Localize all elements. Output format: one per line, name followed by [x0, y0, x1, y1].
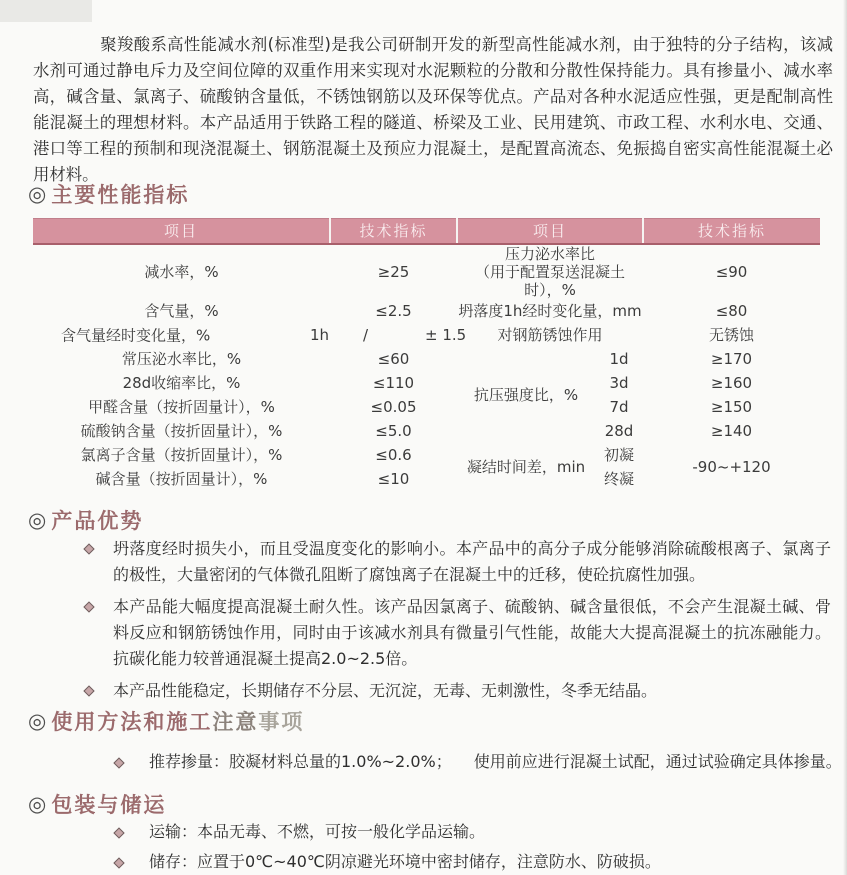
advantage-text-2: 本产品能大幅度提高混凝土耐久性。该产品因氯离子、硫酸钠、碱含量很低，不会产生混凝土碱、骨料反应和钢筋锈蚀作用，同时由于该减水剂具有微量引气性能，故能大大提高混凝土的抗冻融能力。抗碳化能力较普通混凝土提高2.0~2.5倍。 [113, 597, 831, 668]
section-title-usage [51, 706, 304, 736]
diamond-bullet-icon [83, 601, 94, 612]
double-circle-marker-icon: ◎ [28, 508, 47, 532]
age-28d: 28d [604, 421, 634, 440]
value-sodium-sulfate: ≤5.0 [375, 421, 412, 440]
section-title-packaging: 包装与储运 [51, 793, 167, 817]
value-air-content: ≤2.5 [375, 301, 412, 320]
item-chloride: 氯离子含量（按折固量计），% [80, 446, 283, 464]
usage-dosage-text: 推荐掺量：胶凝材料总量的1.0%~2.0%； [149, 752, 452, 771]
performance-table [33, 218, 820, 491]
section-title-performance: 主要性能指标 [51, 183, 190, 207]
diamond-bullet-icon [113, 857, 124, 868]
usage-note-text: 使用前应进行混凝土试配，通过试验确定具体掺量。 [473, 752, 842, 771]
scan-edge-shadow [843, 0, 847, 875]
value-strength-7d: ≥150 [710, 397, 753, 416]
list-item [85, 594, 831, 672]
section-heading-performance [28, 179, 189, 209]
diamond-bullet-icon [83, 685, 94, 696]
item-bleeding-ratio: 常压泌水率比，% [121, 350, 242, 368]
packaging-list [115, 820, 661, 875]
advantages-list [85, 536, 831, 710]
col-header-item-right: 项目 [457, 219, 643, 244]
item-steel-corrosion: 对钢筋锈蚀作用 [497, 326, 603, 344]
double-circle-marker-icon: ◎ [28, 792, 47, 816]
value-alkali: ≤10 [377, 469, 410, 488]
list-item [85, 678, 831, 704]
air-change-sub-1h: 1h [310, 325, 330, 344]
value-steel-corrosion: 无锈蚀 [709, 326, 755, 344]
value-shrinkage-ratio: ≤110 [372, 373, 415, 392]
item-slump-change: 坍落度1h经时变化量，mm [458, 302, 642, 320]
item-water-reduction: 减水率，% [144, 263, 219, 281]
value-bleeding-ratio: ≤60 [377, 349, 410, 368]
air-change-slash: / [363, 325, 369, 344]
item-formaldehyde: 甲醛含量（按折固量计），% [88, 398, 275, 416]
value-strength-3d: ≥160 [710, 373, 753, 392]
transport-text: 运输：本品无毒、不燃，可按一般化学品运输。 [149, 822, 486, 841]
list-item [115, 850, 661, 874]
age-1d: 1d [609, 349, 629, 368]
storage-text: 储存：应置于0℃~40℃阴凉避光环境中密封储存，注意防水、防破损。 [149, 852, 661, 871]
item-sodium-sulfate: 硫酸钠含量（按折固量计），% [80, 422, 283, 440]
diamond-bullet-icon [113, 757, 124, 768]
item-pressure-bleeding-line2: （用于配置泵送混凝土时），% [475, 262, 626, 299]
intro-paragraph: 聚羧酸系高性能减水剂(标准型)是我公司研制开发的新型高性能减水剂，由于独特的分子结构，该减水剂可通过静电斥力及空间位障的双重作用来实现对水泥颗粒的分散和分散性保持能力。具有掺量小、减水率高，碱含量、氯离子、硫酸钠含量低，不锈蚀钢筋以及环保等优点。产品对各种水泥适应性强，更是配制高性能混凝土的理想材料。本产品适用于铁路工程的隧道、桥梁及工业、民用建筑、市政工程、水利水电、交通、港口等工程的预制和现浇混凝土、钢筋混凝土及预应力混凝土，是配置高流态、免振捣自密实高性能混凝土必用材料。 [33, 35, 833, 184]
col-header-indicator-left: 技术指标 [330, 219, 457, 244]
scan-corner-artifact [0, 0, 92, 22]
usage-title-part3: 事项 [258, 710, 305, 734]
item-shrinkage-ratio: 28d收缩率比，% [122, 374, 241, 392]
value-formaldehyde: ≤0.05 [370, 397, 417, 416]
item-pressure-bleeding-line1: 压力泌水率比 [505, 244, 596, 263]
double-circle-marker-icon: ◎ [28, 709, 47, 733]
value-water-reduction: ≥25 [377, 262, 410, 281]
col-header-item-left: 项目 [33, 219, 330, 244]
age-3d: 3d [609, 373, 629, 392]
item-air-content-change [33, 323, 467, 347]
value-setting-time: -90~+120 [692, 457, 771, 476]
value-slump-change: ≤80 [715, 301, 748, 320]
diamond-bullet-icon [83, 543, 94, 554]
item-alkali: 碱含量（按折固量计），% [95, 470, 268, 488]
age-7d: 7d [609, 397, 629, 416]
table-row [33, 244, 820, 299]
air-change-label: 含气量经时变化量，% [61, 326, 211, 344]
section-heading-packaging [28, 789, 166, 819]
table-row [33, 323, 820, 347]
table-row [33, 395, 820, 419]
diamond-bullet-icon [113, 827, 124, 838]
usage-title-part1: 使用方法和施工 [51, 710, 213, 734]
setting-initial: 初凝 [604, 446, 635, 464]
value-pressure-bleeding: ≤90 [715, 262, 748, 281]
advantage-text-1: 坍落度经时损失小，而且受温度变化的影响小。本产品中的高分子成分能够消除硫酸根离子、氯离子的极性，大量密闭的气体微孔阻断了腐蚀离子在混凝土中的迁移，使砼抗腐性加强。 [113, 539, 831, 584]
table-row [33, 347, 820, 371]
table-header-row [33, 219, 820, 244]
item-air-content: 含气量，% [144, 302, 219, 320]
double-circle-marker-icon: ◎ [28, 182, 47, 206]
table-row [33, 371, 820, 395]
section-heading-advantages [28, 505, 143, 535]
value-strength-1d: ≥170 [710, 349, 753, 368]
col-header-indicator-right: 技术指标 [643, 219, 820, 244]
table-row [33, 299, 820, 323]
list-item [115, 750, 842, 774]
item-setting-time: 凝结时间差，min [466, 458, 586, 476]
list-item [85, 536, 831, 588]
section-title-advantages: 产品优势 [51, 509, 144, 533]
usage-list [115, 750, 842, 780]
table-row [33, 443, 820, 467]
section-heading-usage [28, 706, 304, 736]
value-strength-28d: ≥140 [710, 421, 753, 440]
item-compressive-strength: 抗压强度比，% [473, 386, 579, 404]
usage-title-part2: 注意 [212, 710, 259, 734]
air-change-value: ± 1.5 [425, 325, 467, 344]
advantage-text-3: 本产品性能稳定，长期储存不分层、无沉淀，无毒、无刺激性，冬季无结晶。 [113, 681, 658, 700]
item-pressure-bleeding [457, 244, 643, 299]
value-chloride: ≤0.6 [375, 445, 412, 464]
setting-final: 终凝 [604, 470, 635, 488]
list-item [115, 820, 661, 844]
table-row [33, 419, 820, 443]
